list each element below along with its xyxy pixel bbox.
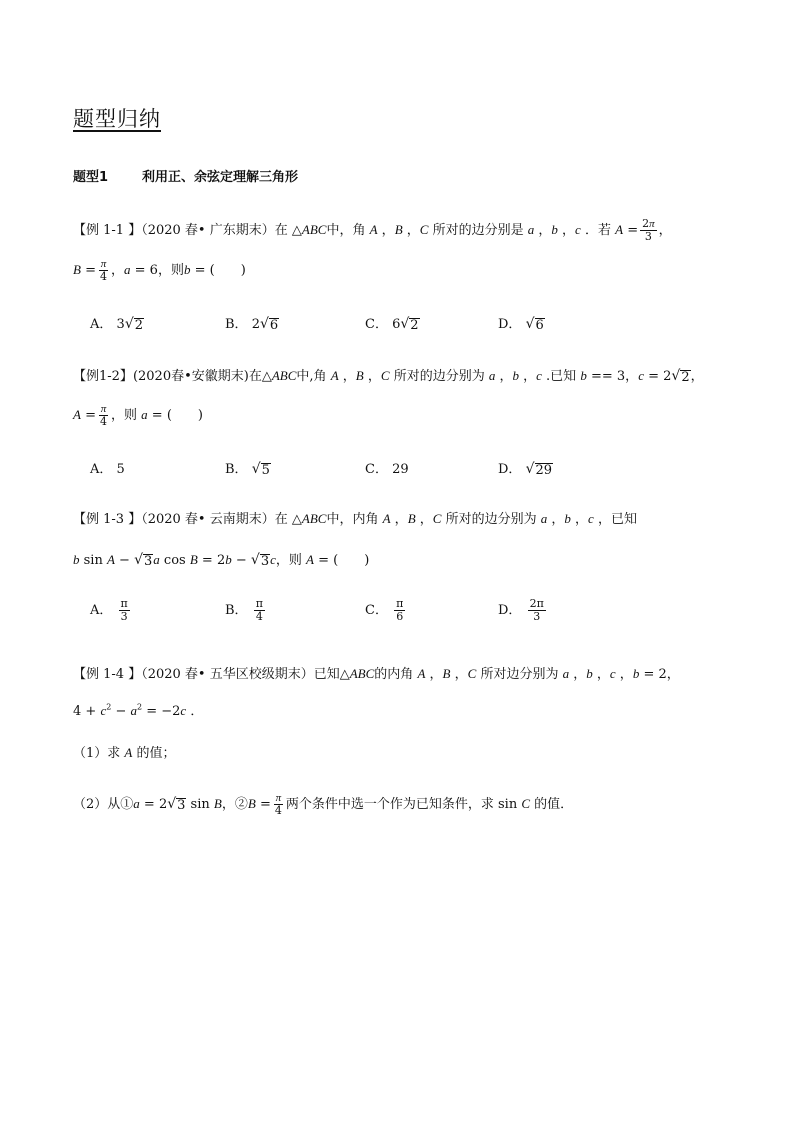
example-1-3-line-2: b sin A − √ 3 a cos B = 2b − √ 3 c，则 A = ( ): [73, 552, 370, 569]
example-1-3-line-1: 【例 1-3 】（2020 春• 云南期末）在 △ABC中，内角 A ，B ，C 所对的边分别为 a ，b ，c ，已知: [73, 511, 637, 527]
option-c[interactable]: C． 6 √ 2: [365, 316, 419, 333]
option-b[interactable]: B． 2 √ 6: [225, 316, 279, 333]
example-1-4-question-1: （1）求 A 的值；: [73, 745, 176, 761]
section-title: 利用正、余弦定理解三角形: [142, 170, 299, 185]
example-1-1-line-2: B = $\frac{\pi}{4}$ ，a = 6，则b = ( ): [73, 258, 246, 283]
option-b[interactable]: B． $\frac{\pi}{4}$: [225, 597, 263, 623]
option-d[interactable]: D． $\frac{2\pi}{3}$: [498, 597, 544, 623]
fraction: $\frac{\pi}{4}$: [99, 403, 107, 428]
option-c[interactable]: C． $\frac{\pi}{6}$: [365, 597, 404, 623]
example-1-4-question-2: （2）从①a = 2 √ 3 sin B，②B = $\frac{\pi}{4}$ 两个条件中选一个作为已知条件，求 sin C 的值．: [73, 792, 574, 817]
option-d[interactable]: D． √ 29: [498, 461, 553, 478]
section-heading: [73, 166, 298, 185]
example-tag: 【例1-2】: [73, 369, 133, 384]
fraction: $\frac{2\pi}{3}$: [642, 217, 655, 243]
option-b[interactable]: B． √ 5: [225, 461, 270, 478]
example-tag: 【例 1-1 】: [73, 223, 142, 238]
page-title: 题型归纳: [73, 107, 161, 131]
example-1-2-line-1: 【例1-2】(2020春•安徽期末)在△ABC中,角 A ，B ，C 所对的边分别为 a ，b ，c .已知 b == 3，c = 2 √ 2 ，: [73, 368, 704, 385]
example-tag: 【例 1-4 】: [73, 667, 142, 682]
section-label: 题型1: [73, 170, 109, 185]
example-1-4-line-1: 【例 1-4 】（2020 春• 五华区校级期末）已知△ABC的内角 A ，B ，C 所对边分别为 a ，b ，c ，b = 2，: [73, 666, 680, 682]
fraction: $\frac{\pi}{4}$: [99, 258, 107, 283]
example-1-4-line-2: $4 + c^2 - a^2 = -2c$ ．: [73, 702, 204, 719]
example-1-2-line-2: A = $\frac{\pi}{4}$ ，则 a = ( ): [73, 403, 203, 428]
option-a[interactable]: A． 5: [90, 462, 125, 477]
option-a[interactable]: A． 3 √ 2: [90, 316, 144, 333]
example-tag: 【例 1-3 】: [73, 512, 142, 527]
fraction: $\frac{\pi}{4}$: [274, 792, 282, 817]
example-1-1-line-1: 【例 1-1 】（2020 春• 广东期末）在 △ABC中，角 A ，B ，C 所对的边分别是 a ，b ，c ．若 A = $\frac{2\pi}{3}$ ，: [73, 217, 672, 243]
option-a[interactable]: A． $\frac{\pi}{3}$: [90, 597, 128, 623]
option-c[interactable]: C． 29: [365, 462, 409, 477]
option-d[interactable]: D． √ 6: [498, 316, 544, 333]
